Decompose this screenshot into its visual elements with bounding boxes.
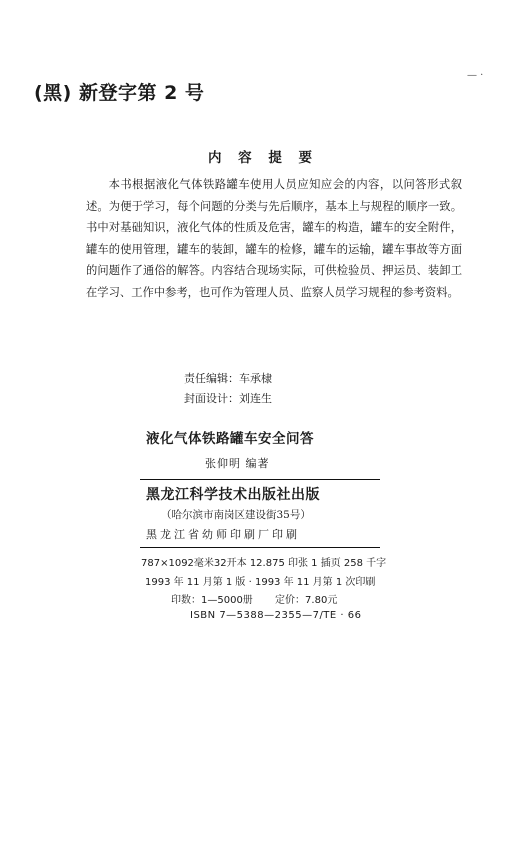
- isbn: ISBN 7—5388—2355—7/TE · 66: [190, 610, 362, 621]
- edition-info: 1993 年 11 月第 1 版 · 1993 年 11 月第 1 次印刷: [145, 577, 376, 588]
- corner-mark: — ·: [467, 70, 484, 81]
- editor-credit: 责任编辑：车承棣: [184, 372, 272, 385]
- cover-designer-credit: 封面设计：刘连生: [184, 392, 272, 405]
- registration-number: (黑) 新登字第 2 号: [34, 82, 205, 104]
- summary-title: 内 容 提 要: [207, 150, 319, 166]
- publisher-address: （哈尔滨市南岗区建设街35号）: [161, 509, 311, 521]
- publisher-name: 黑龙江科学技术出版社出版: [146, 487, 320, 503]
- author: 张仰明 编著: [205, 457, 270, 470]
- summary-body: [86, 174, 462, 304]
- divider-top: [140, 479, 380, 480]
- format-spec: 787×1092毫米32开本 12.875 印张 1 插页 258 千字: [141, 558, 387, 569]
- summary-paragraph: 本书根据液化气体铁路罐车使用人员应知应会的内容，以问答形式叙述。为便于学习，每个问题的分类与先后顺序，基本上与规程的顺序一致。书中对基础知识，液化气体的性质及危害，罐车的构造，罐车的安全附件，罐车的使用管理，罐车的装卸，罐车的检修，罐车的运输，罐车事故等方面的问题作了通俗的解答。内容结合现场实际，可供检验员、押运员、装卸工在学习、工作中参考，也可作为管理人员、监察人员学习规程的参考资料。: [86, 178, 462, 299]
- printer-name: 黑龙江省幼师印刷厂印刷: [146, 528, 300, 541]
- print-run-price: 印数：1—5000册 定价：7.80元: [171, 595, 338, 606]
- divider-bottom: [140, 547, 380, 548]
- book-title: 液化气体铁路罐车安全问答: [146, 431, 314, 447]
